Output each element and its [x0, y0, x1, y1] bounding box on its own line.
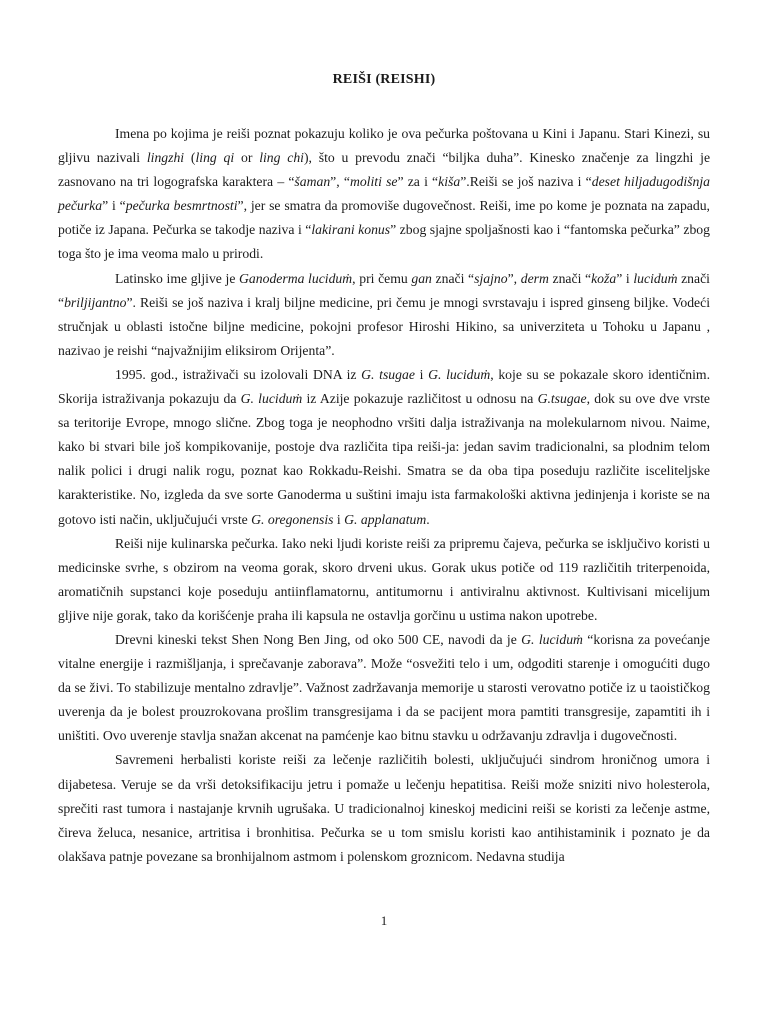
- text-run: ), što u prevodu znači “biljka duha”. Kinesko značenje za lingzhi je zasnovano na tri logografska karaktera – “: [58, 150, 711, 190]
- italic-text: derm: [520, 270, 549, 286]
- paragraph: [58, 628, 710, 748]
- document-body: [58, 122, 710, 869]
- text-run: ” i “: [102, 198, 126, 214]
- text-run: “korisna za povećanje vitalne energije i razmišljanja, i sprečavanje zaborava”. Može “osvežiti telo i um, odgoditi starenje i omogućiti dugo da se živi. To stabilizuje mentalno zdravlje”. Važnost zadržavanja memorije u starosti verovatno potiče iz u taoističkog uverenja da je bolest prouzrokovana prošlim transgresijama i da se pacijent mora pamtiti transgresije, zapamtiti ih i uništiti. Ovo uverenje stavlja snažan akcenat na pamćenje kao bitnu stavku u održavanju zdravlja i dugovečnosti.: [58, 631, 711, 744]
- italic-text: G. luciduṁ: [521, 631, 583, 647]
- text-run: Savremeni herbalisti koriste reiši za lečenje različitih bolesti, uključujući sindrom hroničnog umora i dijabetesa. Veruje se da vrši detoksifikaciju jetru i pomaže u lečenju hepatitisa. Reiši može sniziti nivo holesterola, sprečiti rast tumora i nastajanje krvnih ugrušaka. U tradicionalnoj kineskoj medicini reiši se koristi za lečenje astme, čireva želuca, nesanice, artritisa i bronhitisa. Pečurka se u tom smislu koristi kao antihistaminik i poznato je da olakšava patnje povezane sa bronhijalnom astmom i polenskom groznicom. Nedavna studija: [58, 752, 710, 864]
- text-run: 1995. god., istraživači su izolovali DNA iz: [115, 366, 362, 382]
- text-run: iz Azije pokazuje različitost u odnosu na: [302, 391, 538, 407]
- text-run: i: [414, 366, 429, 382]
- text-run: znači “: [58, 270, 710, 310]
- text-run: , pri čemu: [352, 270, 412, 286]
- text-run: , dok su ove dve vrste sa teritorije Evrope, mnogo slične. Zbog toga je neophodno vršiti dalja istraživanja na molekularnom nivou. Naime, kako bi stvari bile još kompikovanije, postoje dva različita tipa reiši-ja: jedan savim tradicionalni, sa plodnim telom nalik polici i drugi nalik rogu, poznat kao Rokkadu-Reishi. Smatra se da oba tipa poseduju različite isceliteljske karakteristike. No, izgleda da sve sorte Ganoderma u suštini imaju ista farmakološki aktivna jedinjenja i koriste se na gotovo isti način, uključujući vrste: [58, 391, 711, 527]
- paragraph: [58, 122, 710, 267]
- italic-text: G. applanatum: [344, 511, 427, 527]
- italic-text: G.tsugae: [537, 391, 587, 407]
- italic-text: pečurka besmrtnosti: [125, 198, 238, 214]
- italic-text: luciduṁ: [633, 270, 678, 286]
- italic-text: koža: [591, 270, 617, 286]
- text-run: ”. Reiši se još naziva i kralj biljne medicine, pri čemu je mnogi svrstavaju i ispred ginseng biljke. Vodeći stručnjak u oblasti istočne biljne medicine, pokojni profesor Hiroshi Hikino, sa univerziteta u Tohoku u Japanu , nazivao je reishi “najvažnijim eliksirom Orijenta”.: [58, 294, 710, 358]
- italic-text: G. luciduṁ: [240, 391, 303, 407]
- text-run: Drevni kineski tekst Shen Nong Ben Jing, od oko 500 CE, navodi da je: [115, 631, 522, 647]
- text-run: ” za i “: [397, 174, 439, 190]
- italic-text: moliti se: [349, 174, 398, 190]
- italic-text: G. tsugae: [361, 366, 415, 382]
- italic-text: lakirani konus: [311, 222, 391, 238]
- text-run: ”,: [507, 270, 521, 286]
- text-run: .: [426, 511, 430, 527]
- italic-text: šaman: [294, 174, 331, 190]
- paragraph: [58, 532, 710, 628]
- italic-text: kiša: [438, 174, 461, 190]
- paragraph: [58, 748, 710, 868]
- italic-text: G. oregonensis: [251, 511, 334, 527]
- italic-text: ling chi: [259, 150, 304, 166]
- text-run: (: [184, 150, 196, 166]
- text-run: ”, jer se smatra da promoviše dugovečnost. Reiši, ime po kome je poznata na zapadu, potiče iz Japana. Pečurka se takodje naziva i “: [58, 198, 710, 238]
- italic-text: deset hiljadugodišnja pečurka: [58, 174, 710, 214]
- text-run: ” zbog sjajne spoljašnosti kao i “fantomska pečurka” zbog toga što je ima veoma malo u prirodi.: [58, 222, 710, 262]
- text-run: Latinsko ime gljive je: [115, 270, 240, 286]
- text-run: ”, “: [330, 174, 350, 190]
- text-run: znači “: [548, 270, 592, 286]
- italic-text: Ganoderma luciduṁ: [239, 270, 353, 286]
- text-run: znači “: [431, 270, 475, 286]
- text-run: Reiši nije kulinarska pečurka. Iako neki ljudi koriste reiši za pripremu čajeva, pečurka se isključivo koristi u medicinske svrhe, s obzirom na veoma gorak, skoro drveni ukus. Gorak ukus potiče od 119 različitih triterpenoida, aromatičnih supstanci koje poseduju antiinflamatornu, antitumornu i antiviralnu aktivnost. Kultivisani micelijum gljive nije gorak, tako da korišćenje praha ili kapsula ne ostavlja gorčinu u ustima nakon upotrebe.: [58, 535, 710, 623]
- paragraph: [58, 363, 710, 532]
- text-run: or: [234, 150, 260, 166]
- text-run: Imena po kojima je reiši poznat pokazuju koliko je ova pečurka poštovana u Kini i Japanu. Stari Kinezi, su gljivu nazivali: [58, 126, 710, 166]
- text-run: i: [333, 511, 345, 527]
- italic-text: G. luciduṁ: [428, 366, 491, 382]
- italic-text: sjajno: [474, 270, 508, 286]
- italic-text: gan: [411, 270, 432, 286]
- text-run: ” i: [616, 270, 634, 286]
- italic-text: lingzhi: [146, 150, 185, 166]
- italic-text: briljijantno: [64, 294, 127, 310]
- italic-text: ling qi: [195, 150, 235, 166]
- text-run: ”.Reiši se još naziva i “: [460, 174, 592, 190]
- paragraph: [58, 267, 710, 363]
- text-run: , koje su se pokazale skoro identičnim. Skorija istraživanja pokazuju da: [58, 366, 710, 407]
- document-title: REIŠI (REISHI): [332, 72, 436, 87]
- page-number: 1: [380, 913, 388, 928]
